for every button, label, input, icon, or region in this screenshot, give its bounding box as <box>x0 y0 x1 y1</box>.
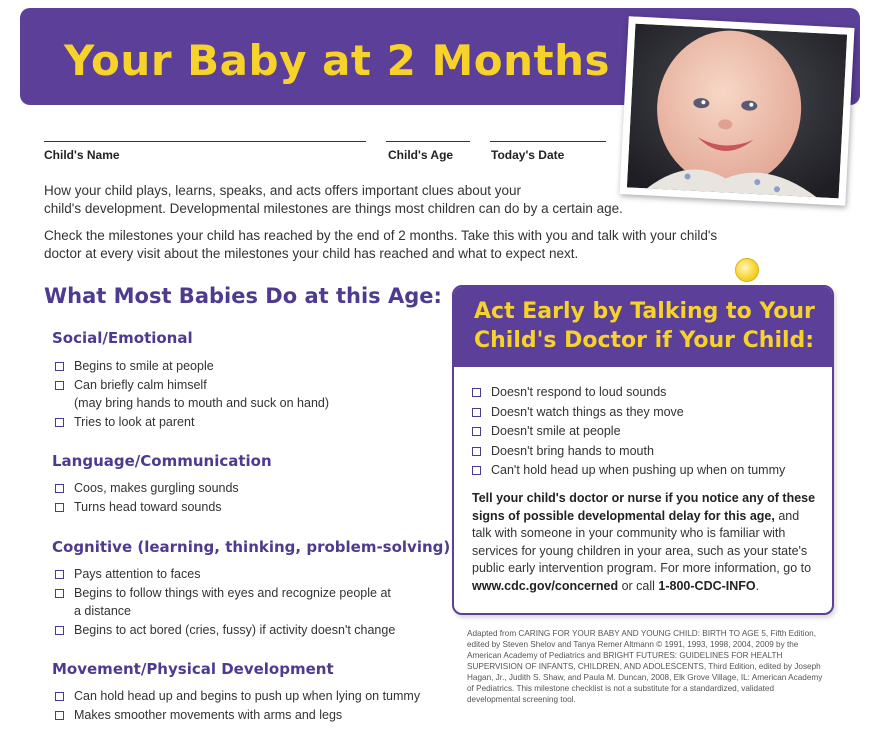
checkbox[interactable] <box>55 381 64 390</box>
baby-photo <box>619 16 854 206</box>
item-text: Tries to look at parent <box>74 414 195 429</box>
item-text: Doesn't respond to loud sounds <box>491 385 667 399</box>
checklist-item[interactable] <box>55 584 395 621</box>
child-age-label: Child's Age <box>388 148 454 162</box>
checklist-item[interactable] <box>472 383 785 403</box>
checklist-item[interactable] <box>55 621 395 640</box>
item-text: Makes smoother movements with arms and legs <box>74 707 343 722</box>
item-text: Pays attention to faces <box>74 567 201 581</box>
act-early-title-line: Act Early by Talking to Your <box>474 299 815 324</box>
act-early-box <box>452 285 834 615</box>
item-text: Begins to follow things with eyes and recognize people at <box>74 585 391 600</box>
child-name-line[interactable] <box>44 141 366 142</box>
act-early-title-line: Child's Doctor if Your Child: <box>474 328 815 353</box>
checklist-item[interactable] <box>55 413 329 432</box>
act-early-header <box>454 287 832 367</box>
cognitive-list <box>55 565 395 639</box>
checkbox[interactable] <box>472 466 481 475</box>
checklist-item[interactable] <box>55 376 329 413</box>
item-text: Can't hold head up when pushing up when on tummy <box>491 463 786 477</box>
item-text: Doesn't smile at people <box>491 424 621 438</box>
intro-paragraph-2 <box>44 227 717 263</box>
movement-heading: Movement/Physical Development <box>52 660 334 678</box>
checklist-item[interactable] <box>472 442 785 462</box>
child-age-line[interactable] <box>386 141 470 142</box>
intro-line: doctor at every visit about the milestones your child has reached and what to expect next. <box>44 246 579 261</box>
checkbox[interactable] <box>55 418 64 427</box>
checkbox[interactable] <box>55 589 64 598</box>
checkbox[interactable] <box>472 427 481 436</box>
intro-line: child's development. Developmental milestones are things most children can do by a certain age. <box>44 201 623 216</box>
item-text: Begins to smile at people <box>74 359 214 373</box>
advice-end: . <box>755 578 760 593</box>
language-communication-heading: Language/Communication <box>52 452 272 470</box>
baby-image <box>627 24 847 199</box>
checkbox[interactable] <box>55 362 64 371</box>
item-text: Coos, makes gurgling sounds <box>74 481 239 495</box>
item-text-continued: a distance <box>74 604 131 618</box>
checklist-item[interactable] <box>472 422 785 442</box>
page-title: Your Baby at 2 Months <box>64 36 610 85</box>
item-text: Begins to act bored (cries, fussy) if activity doesn't change <box>74 622 396 637</box>
item-text-continued: (may bring hands to mouth and suck on hand) <box>74 396 330 410</box>
movement-list <box>55 687 420 724</box>
todays-date-line[interactable] <box>490 141 606 142</box>
advice-or-call: or call <box>618 578 659 593</box>
yellow-dot-icon <box>735 258 759 282</box>
act-early-title <box>474 297 824 355</box>
item-text: Turns head toward sounds <box>74 499 222 514</box>
item-text: Doesn't bring hands to mouth <box>491 443 654 458</box>
checklist-item[interactable] <box>55 357 329 376</box>
todays-date-label: Today's Date <box>491 148 565 162</box>
checkbox[interactable] <box>55 484 64 493</box>
item-text: Doesn't watch things as they move <box>491 404 684 419</box>
act-early-advice <box>472 490 822 595</box>
child-name-label: Child's Name <box>44 148 120 162</box>
checkbox[interactable] <box>55 570 64 579</box>
checkbox[interactable] <box>55 626 64 635</box>
checkbox[interactable] <box>55 711 64 720</box>
checklist-item[interactable] <box>55 565 395 584</box>
cognitive-heading: Cognitive (learning, thinking, problem-solving) <box>52 538 451 556</box>
item-text: Can briefly calm himself <box>74 377 207 392</box>
checklist-item[interactable] <box>55 706 420 725</box>
item-text: Can hold head up and begins to push up when lying on tummy <box>74 689 421 703</box>
act-early-list <box>472 383 785 481</box>
checkbox[interactable] <box>55 503 64 512</box>
checkbox[interactable] <box>55 692 64 701</box>
cdc-link[interactable]: www.cdc.gov/concerned <box>472 578 619 593</box>
checkbox[interactable] <box>472 408 481 417</box>
social-emotional-heading: Social/Emotional <box>52 329 193 347</box>
intro-paragraph-1 <box>44 182 623 218</box>
checklist-item[interactable] <box>55 479 239 498</box>
checklist-item[interactable] <box>472 403 785 423</box>
social-emotional-list <box>55 357 329 431</box>
checkbox[interactable] <box>472 447 481 456</box>
checklist-item[interactable] <box>55 687 420 706</box>
checklist-item[interactable] <box>55 498 239 517</box>
advice-body: and talk with someone in your community who is familiar with services for young children in your area, such as your state's public early intervention program. For more information, go to <box>472 508 812 575</box>
intro-line: Check the milestones your child has reached by the end of 2 months. Take this with you and talk with your child's <box>44 228 718 243</box>
language-communication-list <box>55 479 239 516</box>
checkbox[interactable] <box>472 388 481 397</box>
advice-bold-lead: Tell your child's doctor or nurse if you notice any of these signs of possible developmental delay for this age, <box>472 491 816 523</box>
source-footnote: Adapted from CARING FOR YOUR BABY AND YOUNG CHILD: BIRTH TO AGE 5, Fifth Edition, edited by Steven Shelov and Tanya Remer Altmann © 1991, 1993, 1998, 2004, 2009 by the American Academy of Pediatrics and BRIGHT FUTURES: GUIDELINES FOR HEALTH SUPERVISION OF INFANTS, CHILDREN, AND ADOLESCENTS, Third Edition, edited by Joseph Hagan, Jr., Judith S. Shaw, and Paula M. Duncan, 2008, Elk Grove Village, IL: American Academy of Pediatrics. This milestone checklist is not a substitute for a standardized, validated developmental screening tool. <box>467 629 823 704</box>
intro-line: How your child plays, learns, speaks, and acts offers important clues about your <box>44 183 521 198</box>
checklist-item[interactable] <box>472 461 785 481</box>
milestones-heading: What Most Babies Do at this Age: <box>44 284 442 308</box>
cdc-phone: 1-800-CDC-INFO <box>658 578 756 593</box>
